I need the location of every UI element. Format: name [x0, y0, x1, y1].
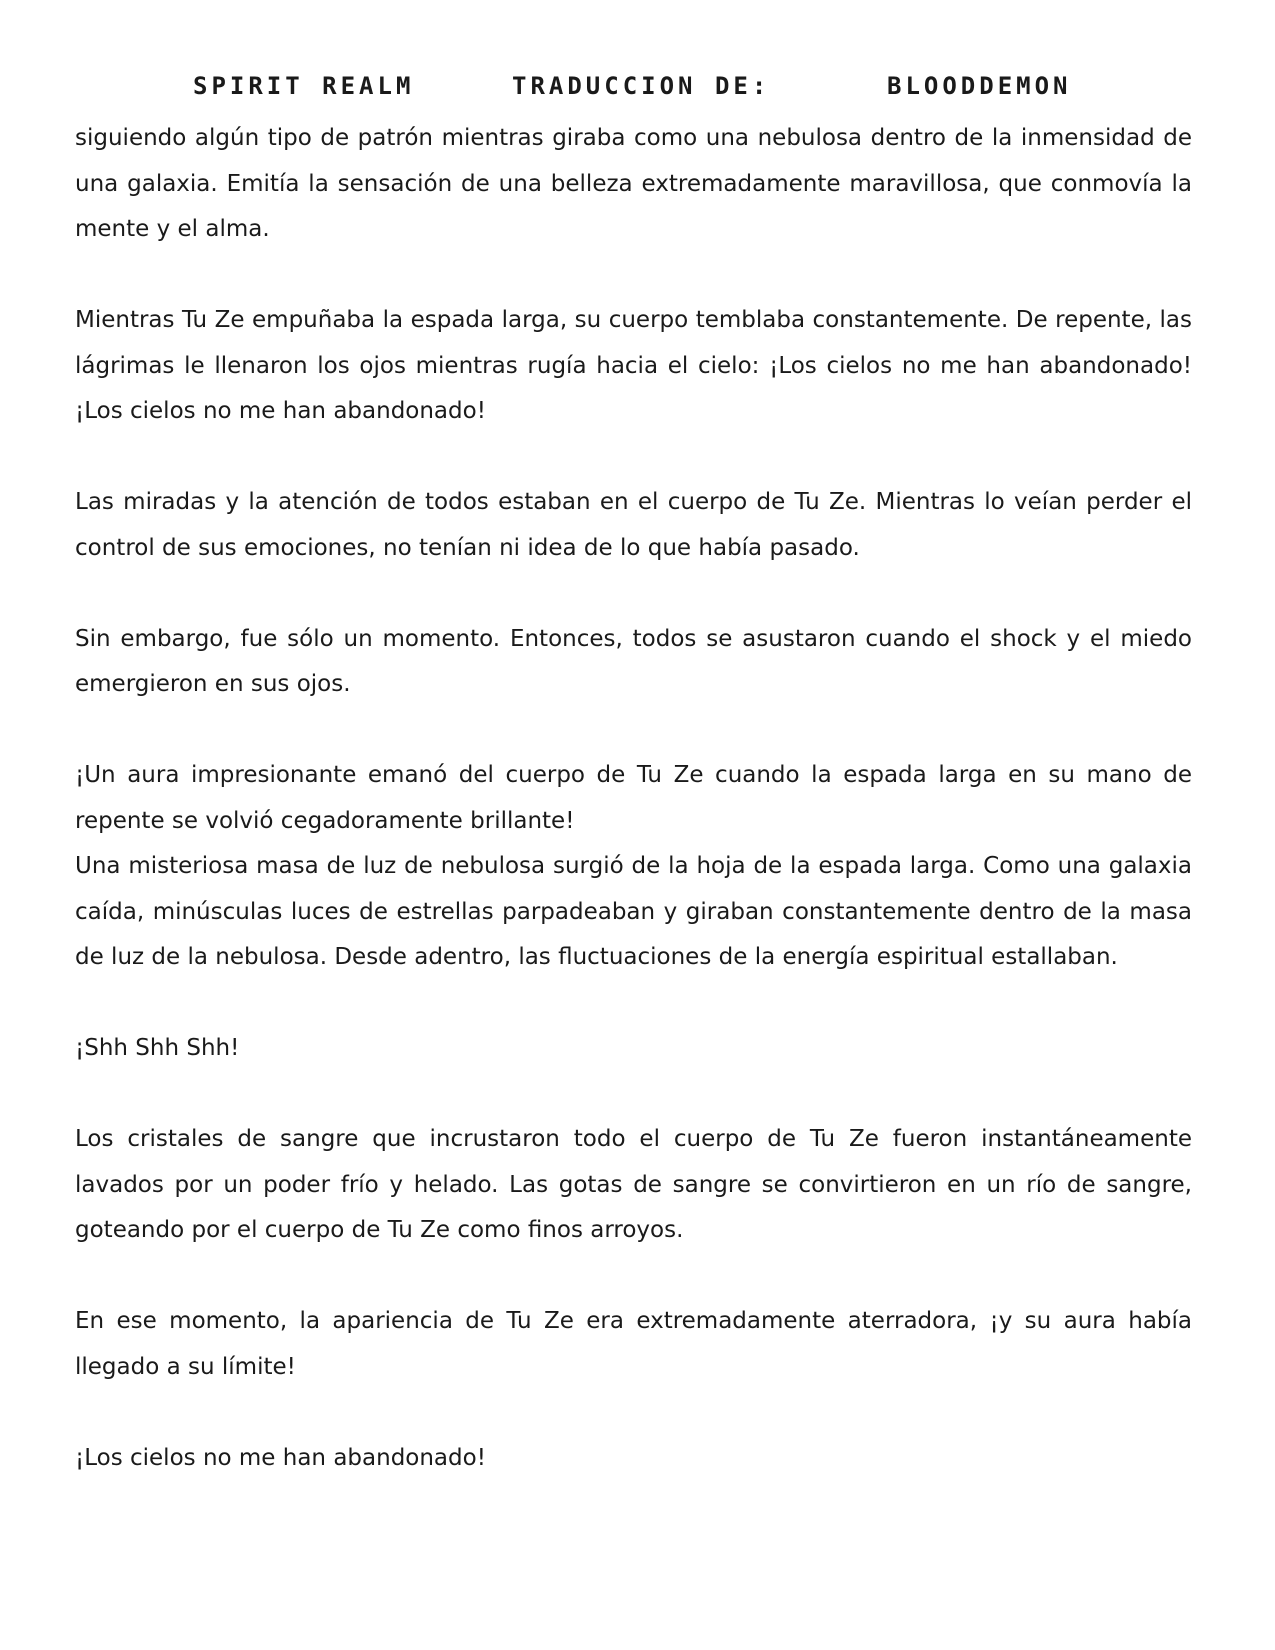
header-translation-label: TRADUCCION DE: [512, 72, 771, 100]
page-header [0, 72, 1275, 112]
paragraph: En ese momento, la apariencia de Tu Ze era extremadamente aterradora, ¡y su aura había llegado a su límite! [75, 1308, 1192, 1380]
paragraph: ¡Los cielos no me han abandonado! [75, 1444, 486, 1471]
paragraph: Los cristales de sangre que incrustaron todo el cuerpo de Tu Ze fueron instantáneamente lavados por un poder frío y helado. Las gotas de sangre se convirtieron en un río de sangre, goteando por el cuerpo de Tu Ze como finos arroyos. [75, 1126, 1192, 1243]
header-title: SPIRIT REALM [193, 72, 415, 100]
header-translator: BLOODDEMON [887, 72, 1072, 100]
paragraph: Una misteriosa masa de luz de nebulosa surgió de la hoja de la espada larga. Como una galaxia caída, minúsculas luces de estrellas parpadeaban y giraban constantemente dentro de la masa de luz de la nebulosa. Desde adentro, las fluctuaciones de la energía espiritual estallaban. [75, 853, 1192, 970]
paragraph: siguiendo algún tipo de patrón mientras giraba como una nebulosa dentro de la inmensidad de una galaxia. Emitía la sensación de una belleza extremadamente maravillosa, que conmovía la mente y el alma. [75, 125, 1192, 242]
paragraph: ¡Shh Shh Shh! [75, 1035, 240, 1061]
paragraph: Mientras Tu Ze empuñaba la espada larga, su cuerpo temblaba constantemente. De repente, las lágrimas le llenaron los ojos mientras rugía hacia el cielo: ¡Los cielos no me han abandonado! ¡Los cielos no me han abandonado! [75, 307, 1192, 424]
paragraph: Las miradas y la atención de todos estaban en el cuerpo de Tu Ze. Mientras lo veían perder el control de sus emociones, no tenían ni idea de lo que había pasado. [75, 489, 1192, 561]
paragraph: ¡Un aura impresionante emanó del cuerpo de Tu Ze cuando la espada larga en su mano de repente se volvió cegadoramente brillante! [75, 762, 1192, 834]
paragraph: Sin embargo, fue sólo un momento. Entonces, todos se asustaron cuando el shock y el miedo emergieron en sus ojos. [75, 625, 1192, 697]
document-body [75, 116, 1192, 1527]
